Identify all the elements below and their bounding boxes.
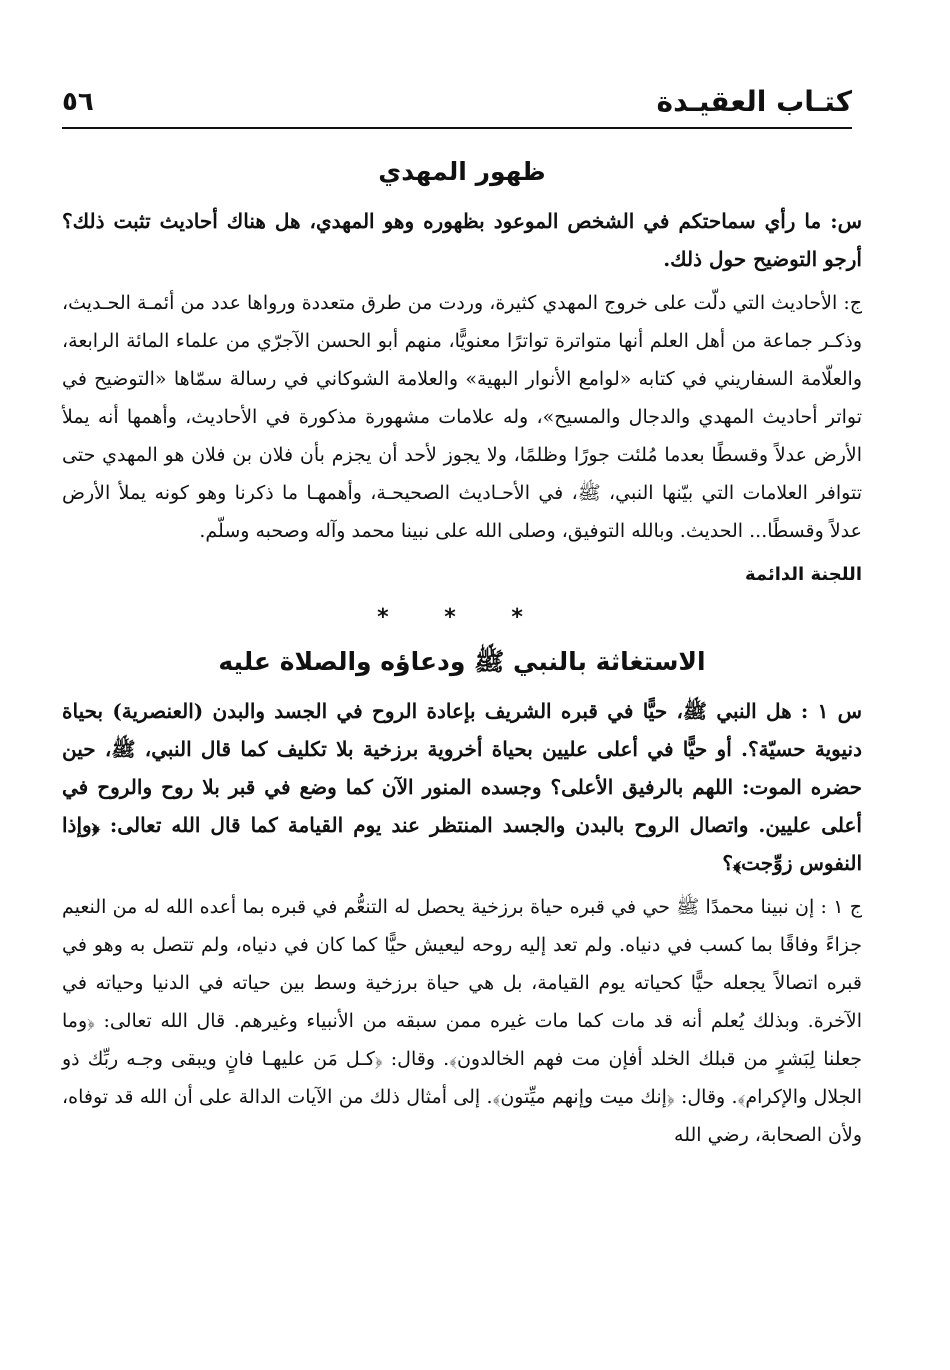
header-divider — [62, 127, 852, 129]
section-title-mahdi: ظهور المهدي — [378, 157, 546, 186]
answer-mahdi: ج: الأحاديث التي دلّت على خروج المهدي كثيرة، وردت من طرق متعددة ورواها عدد من أئمـة الحـديث، وذكـر جماعة من أهل العلم أنها متواترة تواترًا معنويًّا، منهم أبو الحسن الآجرّي من علماء المائة الرابعة، والعلّامة السفاريني في كتابه «لوامع الأنوار البهية» والعلامة الشوكاني في رسالة سمّاها «التوضيح في تواتر أحاديث المهدي والدجال والمسيح»، وله علامات مشهورة مذكورة في الأحاديث، وأهمها أنه يملأ الأرض عدلاً وقسطًا بعدما مُلئت جورًا وظلمًا، ولا يجوز لأحد أن يجزم بأن فلان بن فلان هو المهدي حتى تتوافر العلامات التي بيّنها النبي، ﷺ، في الأحـاديث الصحيحـة، وأهمهـا ما ذكرنا وهو كونه يملأ الأرض عدلاً وقسطًا... الحديث. وبالله التوفيق، وصلى الله على نبينا محمد وآله وصحبه وسلّم. — [62, 292, 862, 542]
signature-permanent-committee: اللجنة الدائمة — [744, 564, 862, 585]
section-title-istighatha: الاستغاثة بالنبي ﷺ ودعاؤه والصلاة عليه — [218, 647, 706, 676]
book-title: كتـاب العقيـدة — [656, 85, 852, 118]
page-content — [62, 150, 862, 1154]
answer-1-istighatha: ج ١ : إن نبينا محمدًا ﷺ حي في قبره حياة برزخية يحصل له التنعُّم في قبره بما أعده الله له من النعيم جزاءً وفاقًا بما كسب في دنياه. ولم تعد إليه روحه ليعيش حيًّا كما كان في دنياه، ولم تتصل به وهو في قبره اتصالاً يجعله حيًّا كحياته يوم القيامة، بل هي حياة برزخية وسط بين حياته في الدنيا وحياته في الآخرة. وبذلك يُعلم أنه قد مات كما مات غيره ممن سبقه من الأنبياء وغيرهم. قال الله تعالى: ﴿وما جعلنا لِبَشرٍ من قبلك الخلد أفإن مت فهم الخالدون﴾. وقال: ﴿كـل مَن عليهـا فانٍ ويبقى وجـه ربِّك ذو الجلال والإكرام﴾. وقال: ﴿إنك ميت وإنهم ميِّتون﴾. إلى أمثال ذلك من الآيات الدالة على أن الله قد توفاه، ولأن الصحابة، رضي الله — [62, 896, 863, 1146]
question-1-istighatha: س ١ : هل النبي ﷺ، حيًّا في قبره الشريف بإعادة الروح في الجسد والبدن (العنصرية) بحياة دنيوية حسيّة؟. أو حيًّا في أعلى عليين بحياة أخروية برزخية بلا تكليف كما قال النبي، ﷺ، حين حضره الموت: اللهم بالرفيق الأعلى؟ وجسده المنور الآن كما وضع في قبر بلا روح والروح في أعلى عليين. واتصال الروح بالبدن والجسد المنتظر عند يوم القيامة كما قال الله تعالى: ﴿وإذا النفوس زوِّجت﴾؟ — [62, 699, 862, 875]
page-number: ٥٦ — [62, 87, 94, 117]
page-header — [62, 82, 852, 126]
section-separator: * * * — [377, 605, 547, 630]
question-mahdi: س: ما رأي سماحتكم في الشخص الموعود بظهوره وهو المهدي، هل هناك أحاديث تثبت ذلك؟ أرجو التوضيح حول ذلك. — [62, 209, 862, 271]
